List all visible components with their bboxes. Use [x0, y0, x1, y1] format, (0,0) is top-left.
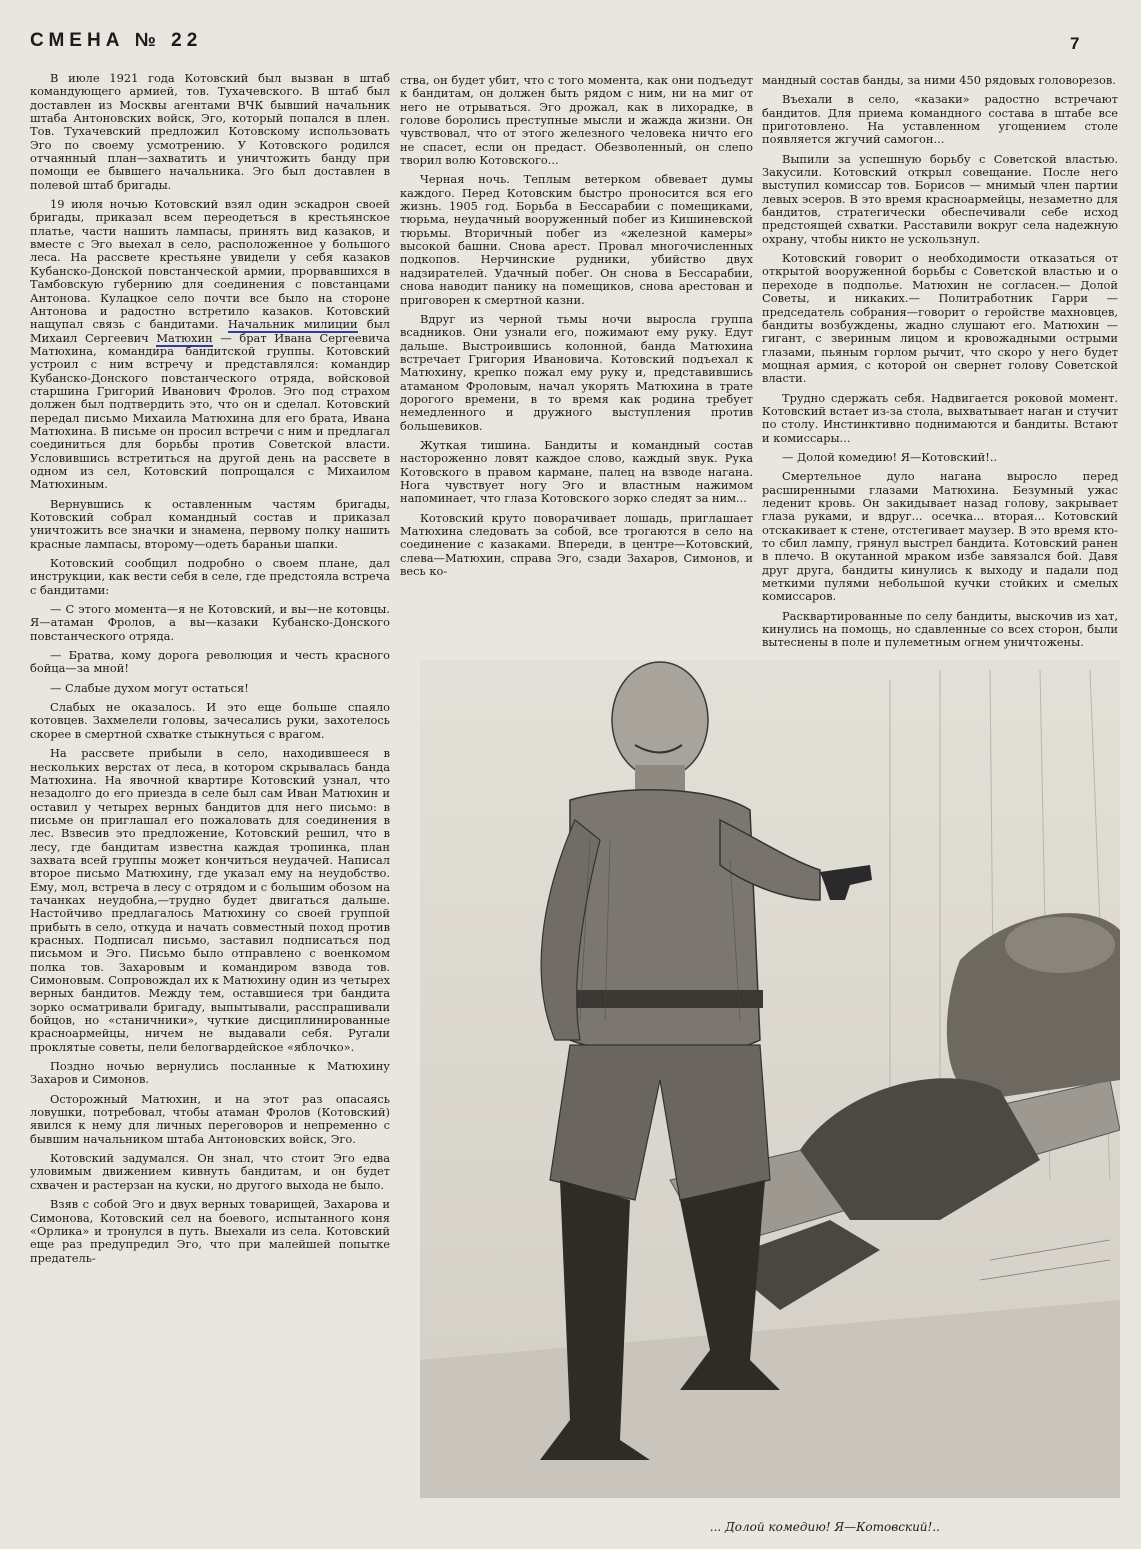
paragraph: Въехали в село, «казаки» радостно встречают бандитов. Для приема командного состава в штабе все приготовлено. На уставленном угощением столе появляется жгучий самогон...: [762, 92, 1118, 147]
article-column-2: [400, 74, 753, 684]
illustration-kotovsky: [420, 660, 1120, 1498]
paragraph: На рассвете прибыли в село, находившееся в нескольких верстах от леса, в котором скрывалась банда Матюхина. На явочной квартире Котовский узнал, что незадолго до его приезда в селе был сам Иван Матюхин и оставил у четырех верных бандитов для него письмо: в письме он приглашал его пожаловать для соединения в лес. Взвесив это предложение, Котовский решил, что в лесу, где бандитам известна каждая тропинка, план захвата всей группы может кончиться неудачей. Написал второе письмо Матюхину, где указал ему на неудобство. Ему, мол, встреча в лесу с отрядом и с большим обозом на тачанках неудобна,—трудно будет двигаться дальше. Настойчиво предлагалось Матюхину со своей группой прибыть в село, откуда и начать совместный поход против красных. Подписал письмо, заставил подписаться под письмом и Эго. Письмо было отправлено с военкомом полка тов. Захаровым и командиром взвода тов. Симоновым. Сопровождал их к Матюхину один из четырех верных бандитов. Между тем, оставшиеся три бандита зорко осматривали бригаду, выпытывали, расспрашивали бойцов, но «станичники», чуткие дисциплинированные красноармейцы, ничем не выдавали себя. Ругали проклятые советы, пели белогвардейское «яблочко».: [30, 746, 390, 1054]
paragraph: Смертельное дуло нагана выросло перед расширенными глазами Матюхина. Безумный ужас леденит кровь. Он закидывает назад голову, закрывает глаза руками, и вдруг... осечка... вторая... Котовский отскакивает к стене, отстегивает маузер. В это время кто-то сбил лампу, грянул выстрел бандита. Котовский ранен в плечо. В окутанной мраком избе завязался бой. Давя друг друга, бандиты кинулись к выходу и падали под меткими пулями небольшой кучки стойких и смелых комиссаров.: [762, 469, 1118, 604]
magazine-title: СМЕНА № 22: [30, 30, 203, 51]
paragraph: — Долой комедию! Я—Котовский!..: [782, 449, 998, 464]
paragraph: Выпили за успешную борьбу с Советской властью. Закусили. Котовский открыл совещание. После него выступил комиссар тов. Борисов — мнимый член партии левых эсеров. В это время красноармейцы, незаметно для бандитов, стратегически обеспечивали себе исход предстоящей схватки. Расставили вокруг села надежную охрану, чтобы никто не ускользнул.: [762, 151, 1118, 246]
paragraph: Вдруг из черной тьмы ночи выросла группа всадников. Они узнали его, пожимают ему руку. Едут дальше. Выстроившись колонной, банда Матюхина встречает Григория Ивановича. Котовский подъехал к Матюхину, крепко пожал ему руку и, представившись атаманом Фроловым, начал укорять Матюхина в трате дорогого времени, в то время как родина требует немедленного и дружного выступления против большевиков.: [400, 311, 753, 433]
paragraph: Поздно ночью вернулись посланные к Матюхину Захаров и Симонов.: [30, 1059, 390, 1087]
paragraph: Котовский говорит о необходимости отказаться от открытой вооруженной борьбы с Советской властью и о переходе в подполье. Матюхин не согласен.— Долой Советы, и никаких.— Политработник Гарри — председатель собрания—говорит о геройстве махновцев, бандиты возбуждены, жадно слушают его. Матюхин — гигант, с звериным лицом и кровожадными острыми глазами, пьяным горлом рычит, что скоро у него будет мощная армия, с которой он свернет голову Советской власти.: [762, 251, 1118, 386]
highlighted-text: Начальник милиции: [227, 317, 358, 332]
paragraph: Взяв с собой Эго и двух верных товарищей, Захарова и Симонова, Котовский сел на боевого, испытанного коня «Орлика» и тронулся в путь. Выехали из села. Котовский еще раз предупредил Эго, что при малейшей попытке предатель-: [30, 1197, 390, 1265]
paragraph: Котовский сообщил подробно о своем плане, дал инструкции, как вести себя в селе, где предстояла встреча с бандитами:: [30, 556, 390, 597]
paragraph: Вернувшись к оставленным частям бригады, Котовский собрал командный состав и приказал уничтожить все значки и знамена, первому полку нашить красные лампасы, второму—одеть бараньи шапки.: [30, 496, 390, 551]
paragraph: — С этого момента—я не Котовский, и вы—не котовцы. Я—атаман Фролов, а вы—казаки Кубанско-Донского повстанческого отряда.: [30, 602, 390, 643]
paragraph: — Братва, кому дорога революция и честь красного бойца—за мной!: [30, 648, 390, 676]
paragraph: ства, он будет убит, что с того момента, как они подъедут к бандитам, он должен быть рядом с ним, ни на миг от него не отрываться. Эго дрожал, как в лихорадке, в голове боролись преступные мысли и жажда жизни. Он чувствовал, что от этого железного человека ничто его не спасет, если он предаст. Обезволенный, он слепо творил волю Котовского...: [400, 74, 753, 168]
paragraph: Расквартированные по селу бандиты, выскочив из хат, кинулись на помощь, но сдавленные со всех сторон, были вытеснены в поле и пулеметным огнем уничтожены.: [762, 608, 1118, 650]
paragraph: 19 июля ночью Котовский взял один эскадрон своей бригады, приказал всем переодеться в крестьянское платье, части нашить лампасы, принять вид казаков, и вместе с Эго выехал в село, расположенное у большого леса. На рассвете крестьяне увидели у себя казаков Кубанско-Донской повстанческой армии, прорвавшихся в Тамбовскую губернию для соединения с повстанцами Антонова. Кулацкое село почти все было на стороне Антонова и радостно встретило казаков. Котовский нащупал связь с бандитами. Начальник милиции был Михаил Сергеевич Матюхин — брат Ивана Сергеевича Матюхина, командира бандитской группы. Котовский устроил с ним встречу и представлялся: командир Кубанско-Донского повстанческого отряда, войсковой старшина Григорий Иванович Фролов. Эго под страхом должен был подтвердить это, что он и сделал. Котовский передал письмо Михаила Матюхина для его брата, Ивана Матюхина. В письме он просил встречи с ним и предлагал соединиться для борьбы против Советской власти. Условившись встретиться на другой день на рассвете в одном из сел, Котовский попрощался с Михаилом Матюхиным.: [30, 197, 390, 492]
article-column-1: [30, 72, 390, 1517]
paragraph: В июле 1921 года Котовский был вызван в штаб командующего армией, тов. Тухачевского. В штаб был доставлен из Москвы агентами ВЧК бывший начальник штаба Антоновских войск, Эго, который попался в плен. Тов. Тухачевский предложил Котовскому использовать Эго по своему усмотрению. У Котовского родился отчаянный план—захватить и уничтожить банду при помощи ее бывшего начальника. Эго был доставлен в полевой штаб бригады.: [30, 72, 390, 192]
paragraph: Осторожный Матюхин, и на этот раз опасаясь ловушки, потребовал, чтобы атаман Фролов (Котовский) явился к нему для личных переговоров и непременно с бывшим начальником штаба Антоновских войск, Эго.: [30, 1091, 390, 1146]
illustration-caption: ... Долой комедию! Я—Котовский!..: [709, 1520, 940, 1534]
page-number: 7: [1070, 34, 1080, 53]
paragraph: Жуткая тишина. Бандиты и командный состав настороженно ловят каждое слово, каждый звук. Рука Котовского в правом кармане, палец на взводе нагана. Нога чувствует ногу Эго и властным нажимом напоминает, что глаза Котовского зорко следят за ним...: [400, 437, 753, 506]
paragraph: Черная ночь. Теплым ветерком обвевает думы каждого. Перед Котовским быстро проносится вся его жизнь. 1905 год. Борьба в Бессарабии с помещиками, тюрьма, неудачный вооруженный побег из Кишиневской тюрьмы. Вторичный побег из «железной камеры» высокой башни. Снова арест. Провал многочисленных подкопов. Нерчинские рудники, убийство двух надзирателей. Удачный побег. Он снова в Бессарабии, снова наводит панику на помещиков, снова арестован и приговорен к смертной казни.: [400, 172, 753, 307]
paragraph: — Слабые духом могут остаться!: [50, 680, 249, 695]
highlighted-text: Матюхин: [156, 330, 213, 345]
paragraph: Котовский круто поворачивает лошадь, приглашает Матюхина следовать за собой, все трогаются в село на соединение с казаками. Впереди, в центре—Котовский, слева—Матюхин, справа Эго, сзади Захаров, Симонов, и весь ко-: [400, 510, 753, 579]
paragraph: мандный состав банды, за ними 450 рядовых головорезов.: [762, 74, 1116, 87]
article-column-3: [762, 74, 1118, 742]
paragraph: Котовский задумался. Он знал, что стоит Эго едва уловимым движением кивнуть бандитам, и он будет схвачен и растерзан на куски, но другого выхода не было.: [30, 1151, 390, 1192]
paragraph: Трудно сдержать себя. Надвигается роковой момент. Котовский встает из-за стола, выхватывает наган и стучит по столу. Инстинктивно поднимаются и бандиты. Встают и комиссары...: [762, 390, 1118, 445]
paragraph: Слабых не оказалось. И это еще больше спаяло котовцев. Захмелели головы, зачесались руки, захотелось скорее в смертной схватке стыкнуться с врагом.: [30, 700, 390, 741]
